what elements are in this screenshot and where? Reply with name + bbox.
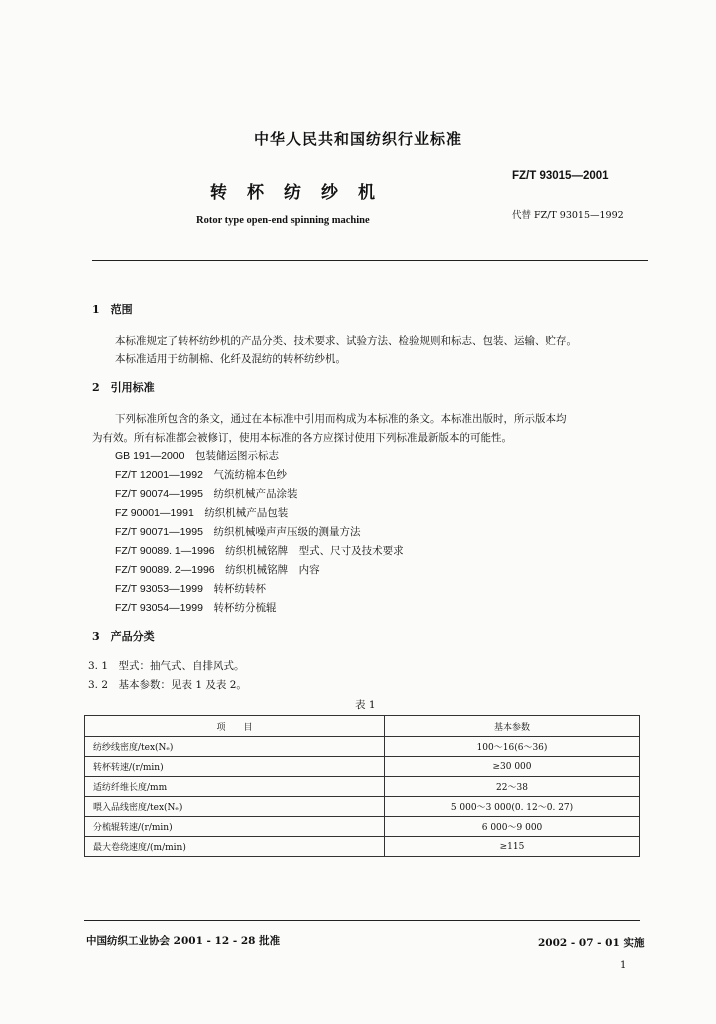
table-cell: ≥30 000 (385, 757, 640, 777)
section-3-heading (92, 628, 155, 644)
section-title: 产品分类 (110, 630, 155, 643)
ref-intro-line-2: 为有效。所有标准都会被修订，使用本标准的各方应探讨使用下列标准最新版本的可能性。 (92, 432, 512, 444)
table-header-cell: 基本参数 (385, 716, 640, 737)
header-rule (92, 260, 648, 261)
ref-item: FZ/T 12001—1992 气流纺棉本色纱 (115, 469, 287, 481)
effective-date: 2002 - 07 - 01 实施 (538, 937, 645, 949)
table-1-title: 表 1 (355, 699, 376, 711)
table-cell: 喂入品线密度/tex(Nₑ) (85, 797, 385, 817)
table-row (85, 757, 640, 777)
table-row (85, 777, 640, 797)
doc-title-cn: 转杯纺纱机 (210, 183, 395, 203)
table-cell: 22～38 (385, 777, 640, 797)
ref-item: FZ/T 90074—1995 纺织机械产品涂装 (115, 488, 298, 500)
section-number: 1 (92, 303, 100, 316)
table-cell: 转杯转速/(r/min) (85, 757, 385, 777)
ref-item: FZ 90001—1991 纺织机械产品包装 (115, 507, 289, 519)
table-1 (84, 715, 640, 857)
section-title: 引用标准 (110, 381, 155, 394)
org-title: 中华人民共和国纺织行业标准 (253, 130, 462, 148)
clause-3-2: 3. 2 基本参数：见表 1 及表 2。 (88, 679, 247, 691)
table-header-cell: 项 目 (85, 716, 385, 737)
section-2-heading (92, 379, 155, 395)
table-cell: 适纺纤维长度/mm (85, 777, 385, 797)
table-cell: 纺纱线密度/tex(Nₑ) (85, 737, 385, 757)
standard-number: FZ/T 93015—2001 (512, 170, 609, 182)
section-number: 2 (92, 381, 100, 394)
ref-item: GB 191—2000 包装储运图示标志 (115, 450, 279, 462)
table-cell: 最大卷绕速度/(m/min) (85, 837, 385, 857)
table-row (85, 837, 640, 857)
section-1-heading (92, 301, 133, 317)
footer-rule (84, 920, 640, 921)
scope-para-2: 本标准适用于纺制棉、化纤及混纺的转杯纺纱机。 (115, 353, 346, 365)
table-row (85, 817, 640, 837)
approval-date: 中国纺织工业协会 2001 - 12 - 28 批准 (86, 935, 281, 947)
replaces-standard: 代替 FZ/T 93015—1992 (512, 210, 624, 221)
table-header-row (85, 716, 640, 737)
ref-item: FZ/T 93053—1999 转杯纺转杯 (115, 583, 266, 595)
doc-title-en: Rotor type open-end spinning machine (196, 215, 370, 226)
table-row (85, 737, 640, 757)
section-title: 范围 (110, 303, 133, 316)
page-number: 1 (620, 960, 627, 971)
ref-item: FZ/T 93054—1999 转杯纺分梳辊 (115, 602, 277, 614)
table-cell: 6 000～9 000 (385, 817, 640, 837)
ref-item: FZ/T 90089. 2—1996 纺织机械铭牌 内容 (115, 564, 320, 576)
clause-3-1: 3. 1 型式：抽气式、自排风式。 (88, 660, 245, 672)
table-cell: ≥115 (385, 837, 640, 857)
ref-item: FZ/T 90089. 1—1996 纺织机械铭牌 型式、尺寸及技术要求 (115, 545, 404, 557)
table-row (85, 797, 640, 817)
table-cell: 5 000～3 000(0. 12～0. 27) (385, 797, 640, 817)
table-cell: 100～16(6～36) (385, 737, 640, 757)
section-number: 3 (92, 630, 100, 643)
scope-para-1: 本标准规定了转杯纺纱机的产品分类、技术要求、试验方法、检验规则和标志、包装、运输、贮存。 (115, 335, 577, 347)
table-cell: 分梳辊转速/(r/min) (85, 817, 385, 837)
ref-item: FZ/T 90071—1995 纺织机械噪声声压级的测量方法 (115, 526, 361, 538)
ref-intro-line-1: 下列标准所包含的条文，通过在本标准中引用而构成为本标准的条文。本标准出版时，所示版本均 (115, 413, 567, 425)
